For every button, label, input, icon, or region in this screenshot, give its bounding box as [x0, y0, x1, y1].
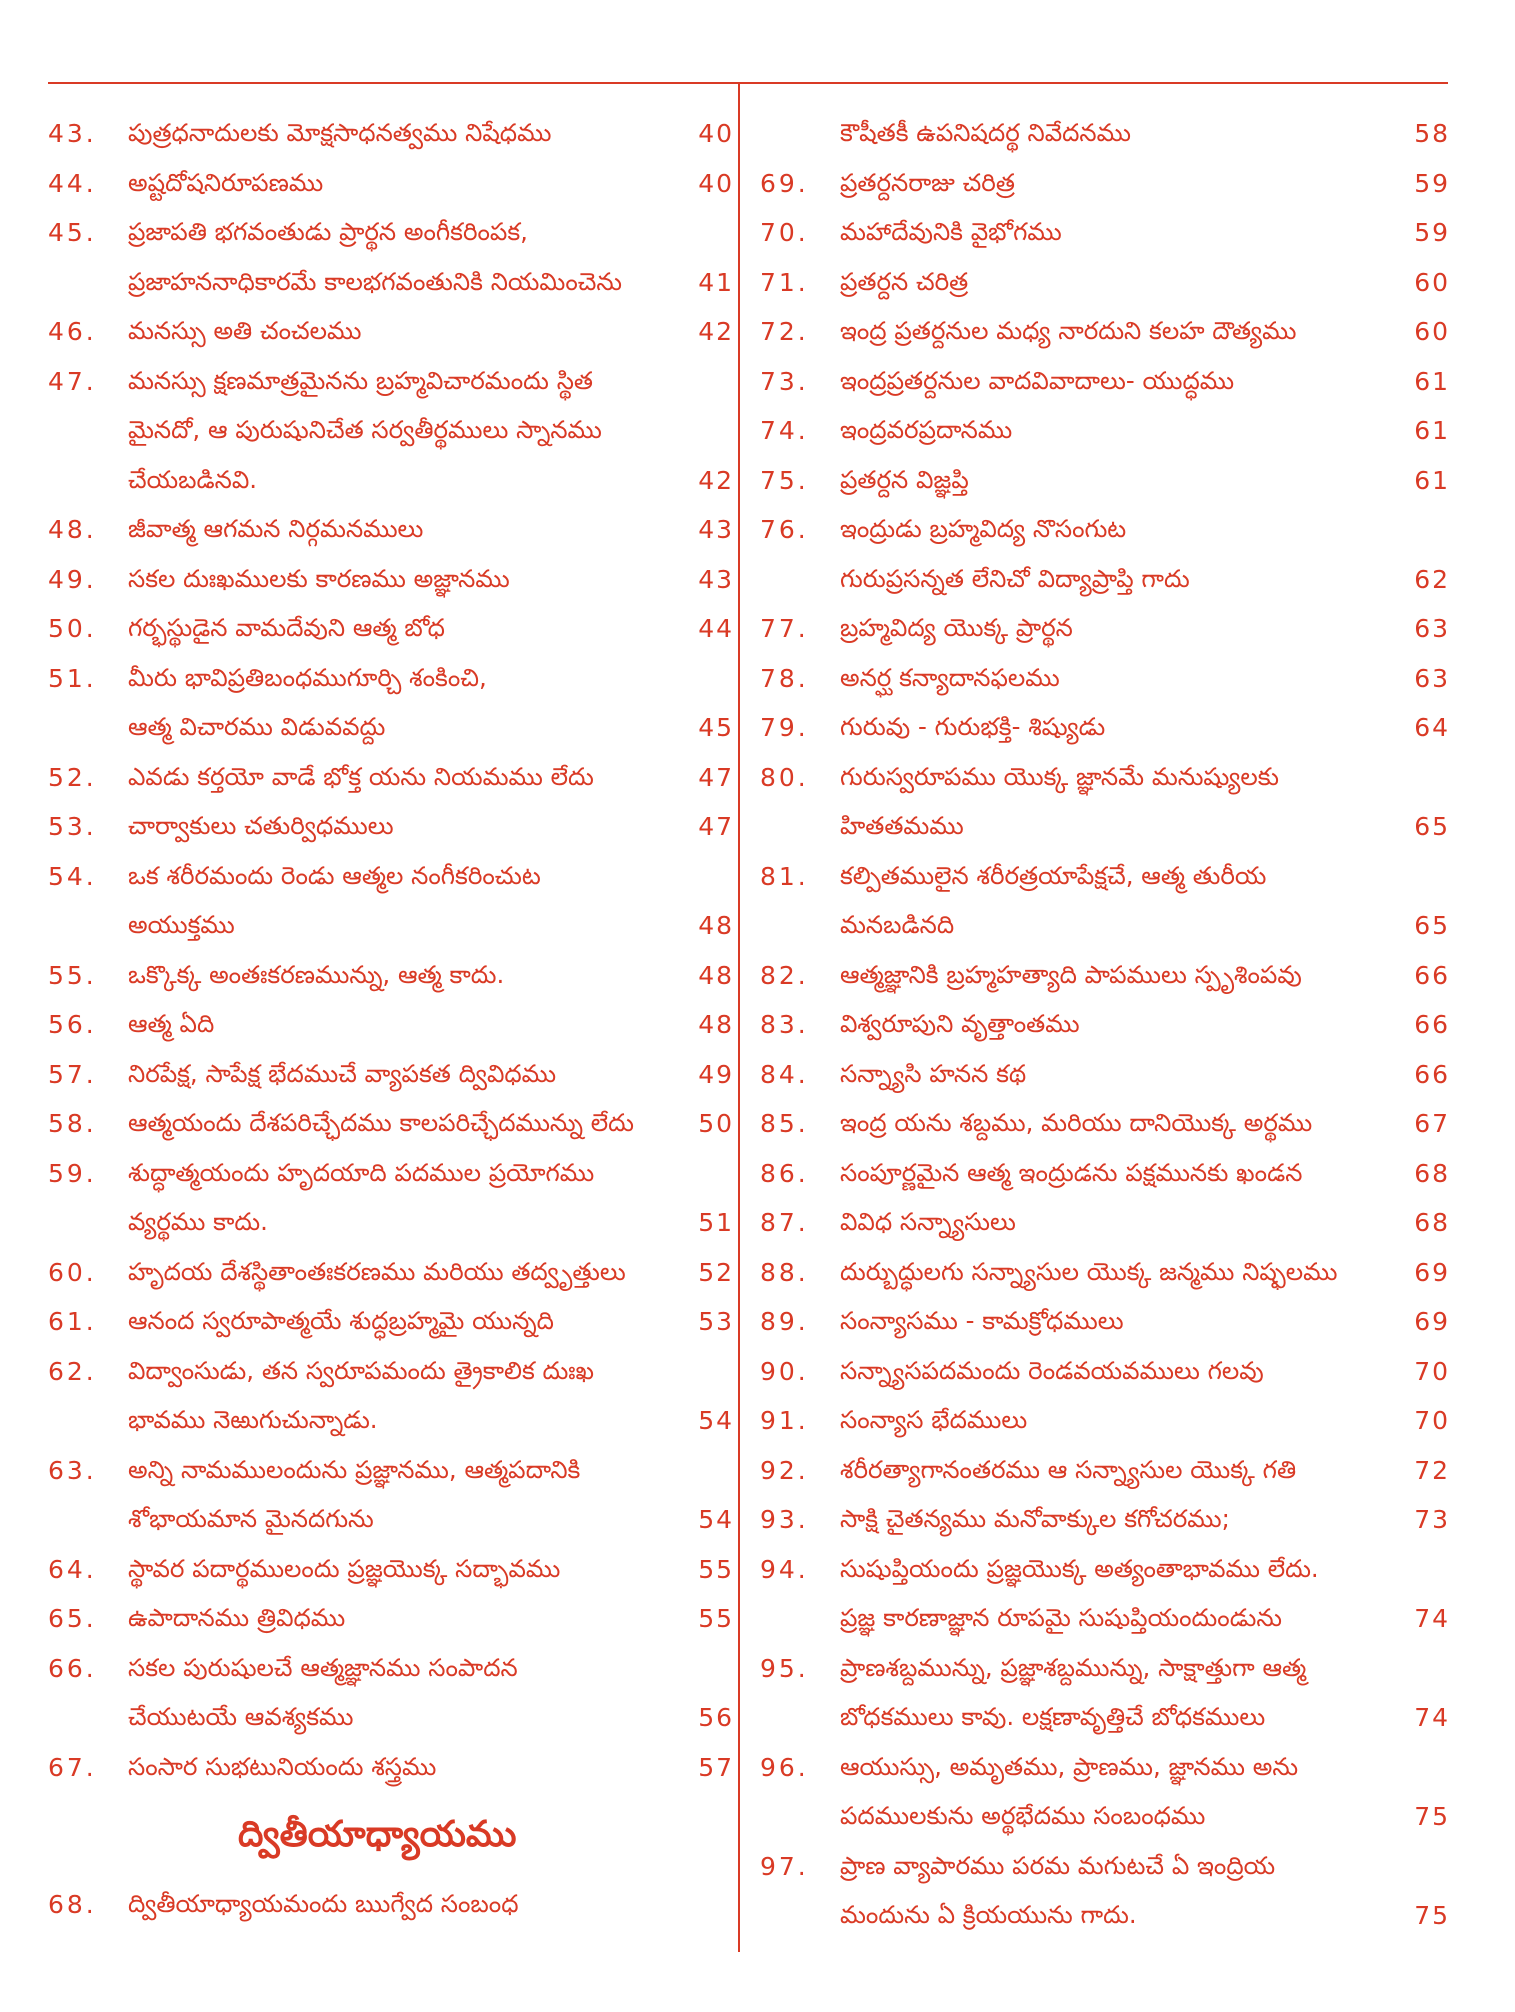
entry-page-number: 54 [698, 1505, 734, 1534]
entry-page-number: 40 [698, 119, 734, 148]
index-entry [48, 509, 738, 559]
index-entry [48, 1301, 738, 1351]
entry-number: 97. [760, 1851, 809, 1881]
index-entry [48, 460, 738, 510]
index-entry [760, 707, 1450, 757]
entry-title: ఒక శరీరమందు రెండు ఆత్మల నంగీకరించుట [128, 860, 541, 890]
index-entry [760, 1450, 1450, 1500]
entry-title: గర్భస్థుడైన వామదేవుని ఆత్మ బోధ [128, 613, 445, 642]
entry-title: ఇంద్ర ప్రతర్దనుల మధ్య నారదుని కలహ దౌత్యము [840, 316, 1297, 345]
entry-page-number: 60 [1414, 317, 1450, 346]
entry-title: ఇంద్రవరప్రదానము [840, 415, 1013, 444]
entry-title: పుత్రధనాదులకు మోక్షసాధనత్వము నిషేధము [128, 118, 552, 147]
entry-number: 60. [48, 1257, 97, 1287]
entry-title: బ్రహ్మవిద్య యొక్క ప్రార్థన [840, 613, 1073, 642]
entry-page-number: 66 [1414, 1059, 1450, 1089]
entry-number: 59. [48, 1158, 97, 1188]
entry-page-number: 70 [1414, 1356, 1450, 1386]
chapter-heading: ద్వితీయాధ్యాయము [238, 1814, 517, 1855]
entry-title: జీవాత్మ ఆగమన నిర్గమనములు [128, 514, 424, 543]
entry-number: 61. [48, 1307, 97, 1336]
entry-page-number: 61 [1414, 465, 1450, 495]
entry-number: 83. [760, 1010, 809, 1039]
index-entry [760, 1103, 1450, 1153]
entry-page-number: 68 [1414, 1208, 1450, 1237]
entry-page-number: 65 [1414, 911, 1450, 940]
entry-page-number: 43 [698, 515, 734, 544]
entry-title: మైనదో, ఆ పురుషునిచేత సర్వతీర్థములు స్నానము [128, 415, 602, 444]
index-entry [48, 1747, 738, 1797]
entry-number: 56. [48, 1010, 97, 1039]
index-entry [48, 806, 738, 856]
entry-title: ఒక్కొక్క అంతఃకరణమున్ను, ఆత్మ కాదు. [128, 959, 505, 989]
index-entry [48, 1153, 738, 1203]
index-entry [48, 1697, 738, 1747]
entry-number: 52. [48, 762, 97, 792]
entry-title: గురువు - గురుభక్తి- శిష్యుడు [840, 712, 1106, 741]
entry-page-number: 47 [698, 762, 734, 792]
entry-title: సన్న్యాసపదమందు రెండవయవములు గలవు [840, 1355, 1264, 1385]
entry-page-number: 47 [698, 812, 734, 841]
entry-page-number: 52 [698, 1257, 734, 1287]
entry-number: 89. [760, 1307, 809, 1336]
entry-page-number: 57 [698, 1752, 734, 1782]
entry-number: 53. [48, 812, 97, 841]
index-entry [48, 905, 738, 955]
index-entry [760, 1796, 1450, 1846]
index-entry [760, 1400, 1450, 1450]
entry-page-number: 74 [1414, 1604, 1450, 1633]
index-entry [760, 1846, 1450, 1896]
entry-page-number: 40 [698, 168, 734, 198]
entry-page-number: 41 [698, 267, 734, 297]
entry-page-number: 73 [1414, 1505, 1450, 1534]
chapter-heading-row [48, 1796, 738, 1884]
entry-page-number: 61 [1414, 366, 1450, 396]
entry-page-number: 58 [1414, 119, 1450, 148]
entry-number: 63. [48, 1455, 97, 1485]
index-entry [760, 212, 1450, 262]
entry-title: ప్రాణశబ్దమున్ను, ప్రజ్ఞాశబ్దమున్ను, సాక్షాత్తుగా ఆత్మ [840, 1652, 1307, 1682]
entry-number: 66. [48, 1653, 97, 1683]
entry-page-number: 75 [1414, 1802, 1450, 1831]
index-entry [48, 1648, 738, 1698]
entry-page-number: 64 [1414, 713, 1450, 742]
entry-title: హృదయ దేశస్థితాంతఃకరణము మరియు తద్వృత్తులు [128, 1256, 626, 1286]
entry-page-number: 72 [1414, 1455, 1450, 1485]
index-entry [760, 460, 1450, 510]
entry-title: దుర్బుద్ధులగు సన్న్యాసుల యొక్క జన్మము నిష్ఫలము [840, 1256, 1338, 1286]
entry-page-number: 45 [698, 713, 734, 742]
entry-title: విద్వాంసుడు, తన స్వరూపమందు త్రైకాలిక దుఃఖ [128, 1355, 595, 1385]
entry-page-number: 42 [698, 465, 734, 495]
index-entry [48, 1400, 738, 1450]
entry-title: అన్ని నామములందును ప్రజ్ఞానము, ఆత్మపదానికి [128, 1454, 581, 1484]
entry-number: 95. [760, 1653, 809, 1683]
index-entry [760, 1252, 1450, 1302]
entry-number: 44. [48, 168, 97, 198]
entry-title: అనర్ఘ కన్యాదానఫలము [840, 662, 1060, 692]
entry-page-number: 56 [698, 1703, 734, 1732]
index-entry [48, 311, 738, 361]
entry-number: 57. [48, 1059, 97, 1089]
entry-number: 90. [760, 1356, 809, 1386]
entry-title: శుద్ధాత్మయందు హృదయాది పదముల ప్రయోగము [128, 1157, 595, 1187]
entry-page-number: 54 [698, 1406, 734, 1435]
entry-number: 45. [48, 218, 97, 247]
index-entry [48, 163, 738, 213]
entry-page-number: 62 [1414, 564, 1450, 594]
index-entry [48, 1103, 738, 1153]
entry-title: హితతమము [840, 811, 964, 840]
entry-title: నిరపేక్ష, సాపేక్ష భేదముచే వ్యాపకత ద్వివిధము [128, 1058, 557, 1088]
entry-title: మనస్సు క్షణమాత్రమైనను బ్రహ్మవిచారమందు స్థిత [128, 365, 593, 395]
entry-page-number: 51 [698, 1208, 734, 1237]
entry-title: మహాదేవునికి వైభోగము [840, 217, 1062, 246]
entry-title: ఆత్మజ్ఞానికి బ్రహ్మహత్యాది పాపములు స్పృశింపవు [840, 959, 1302, 989]
index-entry [760, 361, 1450, 411]
entry-title: వ్యర్థము కాదు. [128, 1207, 268, 1236]
index-entry [760, 905, 1450, 955]
index-entry [760, 1004, 1450, 1054]
entry-page-number: 60 [1414, 267, 1450, 297]
entry-number: 76. [760, 515, 809, 544]
entry-number: 70. [760, 218, 809, 247]
entry-page-number: 55 [698, 1604, 734, 1633]
entry-title: ప్రజాపతి భగవంతుడు ప్రార్థన అంగీకరింపక, [128, 217, 528, 246]
entry-page-number: 67 [1414, 1109, 1450, 1138]
entry-number: 64. [48, 1554, 97, 1584]
entry-title: చార్వాకులు చతుర్విధములు [128, 811, 394, 840]
entry-number: 77. [760, 614, 809, 643]
index-entry [48, 1351, 738, 1401]
index-entry [760, 1202, 1450, 1252]
entry-title: ఇంద్రుడు బ్రహ్మవిద్య నొసంగుట [840, 514, 1127, 543]
entry-title: ప్రతర్దనరాజు చరిత్ర [840, 167, 1015, 197]
index-entry [48, 707, 738, 757]
top-rule [48, 82, 1448, 84]
right-column [760, 113, 1450, 1945]
entry-number: 67. [48, 1752, 97, 1782]
entry-page-number: 63 [1414, 614, 1450, 643]
entry-title: సుషుప్తియందు ప్రజ్ఞయొక్క అత్యంతాభావము లేదు. [840, 1553, 1319, 1583]
entry-title: ద్వితీయాధ్యాయమందు ఋగ్వేద సంబంధ [128, 1889, 519, 1918]
index-entry [48, 410, 738, 460]
entry-title: ప్రతర్దన చరిత్ర [840, 266, 969, 296]
entry-page-number: 69 [1414, 1257, 1450, 1287]
index-entry [760, 509, 1450, 559]
entry-number: 80. [760, 762, 809, 792]
entry-page-number: 50 [698, 1109, 734, 1138]
entry-page-number: 59 [1414, 218, 1450, 247]
entry-title: సంసార సుభటునియందు శస్త్రము [128, 1751, 437, 1781]
index-entry [760, 559, 1450, 609]
entry-page-number: 53 [698, 1307, 734, 1336]
index-entry [48, 658, 738, 708]
entry-title: సాక్షి చైతన్యము మనోవాక్కుల కగోచరము; [840, 1504, 1230, 1533]
entry-page-number: 48 [698, 911, 734, 940]
index-entry [48, 113, 738, 163]
entry-number: 92. [760, 1455, 809, 1485]
index-entry [760, 856, 1450, 906]
entry-page-number: 61 [1414, 416, 1450, 445]
entry-title: శోభాయమాన మైనదగును [128, 1504, 374, 1533]
entry-page-number: 66 [1414, 960, 1450, 990]
index-entry [760, 163, 1450, 213]
entry-number: 85. [760, 1109, 809, 1138]
index-entry [760, 1648, 1450, 1698]
entry-title: ఆత్మ ఏది [128, 1009, 215, 1038]
entry-title: అయుక్తము [128, 910, 235, 939]
index-entry [48, 757, 738, 807]
entry-number: 96. [760, 1752, 809, 1782]
entry-title: ప్రజాహననాధికారమే కాలభగవంతునికి నియమించెను [128, 266, 623, 296]
index-entry [760, 955, 1450, 1005]
index-entry [760, 1747, 1450, 1797]
index-entry [48, 955, 738, 1005]
entry-title: కౌషీతకీ ఉపనిషదర్థ నివేదనము [840, 118, 1132, 147]
entry-number: 82. [760, 960, 809, 990]
entry-number: 88. [760, 1257, 809, 1287]
entry-title: ఆత్మ విచారము విడువవద్దు [128, 712, 386, 741]
entry-page-number: 42 [698, 317, 734, 346]
index-entry [48, 1884, 738, 1934]
index-entry [48, 1004, 738, 1054]
entry-page-number: 44 [698, 614, 734, 643]
entry-number: 91. [760, 1406, 809, 1435]
index-entry [48, 608, 738, 658]
entry-title: ఆత్మయందు దేశపరిచ్ఛేదము కాలపరిచ్ఛేదమున్ను లేదు [128, 1108, 634, 1137]
entry-title: చేయబడినవి. [128, 464, 258, 494]
entry-number: 75. [760, 465, 809, 495]
entry-title: ప్రాణ వ్యాపారము పరమ మగుటచే ఏ ఇంద్రియ [840, 1850, 1276, 1880]
index-entry [760, 262, 1450, 312]
entry-title: విశ్వరూపుని వృత్తాంతము [840, 1009, 1080, 1038]
entry-page-number: 69 [1414, 1307, 1450, 1336]
entry-title: సంన్యాస భేదములు [840, 1405, 1028, 1434]
index-entry [48, 212, 738, 262]
entry-number: 74. [760, 416, 809, 445]
entry-page-number: 43 [698, 564, 734, 594]
entry-title: గురుప్రసన్నత లేనిచో విద్యాప్రాప్తి గాదు [840, 563, 1190, 593]
entry-title: సకల దుఃఖములకు కారణము అజ్ఞానము [128, 563, 510, 593]
entry-title: ఆయుస్సు, అమృతము, ప్రాణము, జ్ఞానము అను [840, 1751, 1299, 1781]
entry-page-number: 55 [698, 1554, 734, 1584]
column-divider [738, 82, 740, 1952]
entry-number: 62. [48, 1356, 97, 1386]
entry-title: సంపూర్ణమైన ఆత్మ ఇంద్రుడను పక్షమునకు ఖండన [840, 1157, 1303, 1187]
index-entry [760, 1895, 1450, 1945]
index-entry [48, 1499, 738, 1549]
entry-number: 58. [48, 1109, 97, 1138]
entry-title: ఆనంద స్వరూపాత్మయే శుద్ధబ్రహ్మమై యున్నది [128, 1306, 554, 1335]
entry-title: పదములకును అర్థభేదము సంబంధము [840, 1801, 1206, 1830]
entry-number: 94. [760, 1554, 809, 1584]
index-entry [48, 1450, 738, 1500]
entry-page-number: 70 [1414, 1406, 1450, 1435]
index-entry [760, 1153, 1450, 1203]
index-entry [48, 1202, 738, 1252]
entry-number: 55. [48, 960, 97, 990]
index-entry [760, 1697, 1450, 1747]
index-entry [760, 1351, 1450, 1401]
entry-title: ఇంద్రప్రతర్దనుల వాదవివాదాలు- యుద్ధము [840, 365, 1235, 395]
entry-page-number: 59 [1414, 168, 1450, 198]
index-entry [760, 1549, 1450, 1599]
entry-title: మందును ఏ క్రియయును గాదు. [840, 1900, 1137, 1929]
entry-number: 46. [48, 317, 97, 346]
entry-title: స్థావర పదార్థములందు ప్రజ్ఞయొక్క సద్భావము [128, 1553, 561, 1583]
index-entry [48, 1054, 738, 1104]
entry-number: 65. [48, 1604, 97, 1633]
entry-title: ప్రతర్దన విజ్ఞప్తి [840, 464, 969, 494]
entry-number: 68. [48, 1890, 97, 1919]
index-entry [48, 361, 738, 411]
index-entry [760, 757, 1450, 807]
entry-title: సన్న్యాసి హనన కథ [840, 1058, 1027, 1088]
entry-page-number: 75 [1414, 1901, 1450, 1930]
entry-title: ఉపాదానము త్రివిధము [128, 1603, 346, 1632]
index-entry [760, 410, 1450, 460]
index-entry [48, 1549, 738, 1599]
entry-title: సకల పురుషులచే ఆత్మజ్ఞానము సంపాదన [128, 1652, 518, 1682]
entry-page-number: 68 [1414, 1158, 1450, 1188]
entry-number: 69. [760, 168, 809, 198]
index-entry [760, 1054, 1450, 1104]
entry-number: 78. [760, 663, 809, 693]
entry-number: 48. [48, 515, 97, 544]
index-entry [48, 1598, 738, 1648]
index-entry [760, 658, 1450, 708]
index-entry [760, 806, 1450, 856]
entry-title: వివిధ సన్న్యాసులు [840, 1207, 1016, 1236]
entry-title: ప్రజ్ఞ కారణాజ్ఞాన రూపమై సుషుప్తియందుండును [840, 1603, 1282, 1632]
entry-number: 87. [760, 1208, 809, 1237]
entry-number: 49. [48, 564, 97, 594]
entry-title: బోధకములు కావు. లక్షణావృత్తిచే బోధకములు [840, 1702, 1266, 1731]
entry-page-number: 66 [1414, 1010, 1450, 1039]
entry-number: 72. [760, 317, 809, 346]
entry-number: 43. [48, 119, 97, 148]
entry-title: ఎవడు కర్తయో వాడే భోక్త యను నియమము లేదు [128, 761, 594, 791]
entry-number: 81. [760, 861, 809, 891]
entry-number: 79. [760, 713, 809, 742]
entry-title: శరీరత్యాగానంతరము ఆ సన్న్యాసుల యొక్క గతి [840, 1454, 1297, 1484]
entry-title: భావము నెఱుగుచున్నాడు. [128, 1405, 378, 1434]
index-entry [48, 559, 738, 609]
entry-number: 50. [48, 614, 97, 643]
index-entry [760, 608, 1450, 658]
left-column [48, 113, 738, 1934]
index-entry [760, 311, 1450, 361]
entry-title: కల్పితములైన శరీరత్రయాపేక్షచే, ఆత్మ తురీయ [840, 860, 1267, 890]
index-entry [760, 1301, 1450, 1351]
index-entry [760, 1598, 1450, 1648]
entry-number: 54. [48, 861, 97, 891]
index-entry [760, 1499, 1450, 1549]
entry-title: మీరు భావిప్రతిబంధముగూర్చి శంకించి, [128, 662, 487, 692]
index-entry [48, 262, 738, 312]
index-entry [760, 113, 1450, 163]
entry-page-number: 48 [698, 960, 734, 990]
entry-title: మనస్సు అతి చంచలము [128, 316, 362, 345]
entry-page-number: 49 [698, 1059, 734, 1089]
entry-number: 47. [48, 366, 97, 396]
index-entry [48, 1252, 738, 1302]
entry-title: మనబడినది [840, 910, 955, 939]
entry-page-number: 74 [1414, 1703, 1450, 1732]
entry-number: 71. [760, 267, 809, 297]
entry-number: 93. [760, 1505, 809, 1534]
entry-number: 86. [760, 1158, 809, 1188]
entry-page-number: 63 [1414, 663, 1450, 693]
entry-title: సంన్యాసము - కామక్రోధములు [840, 1306, 1124, 1335]
entry-number: 73. [760, 366, 809, 396]
entry-title: అష్టదోషనిరూపణము [128, 167, 324, 197]
entry-number: 84. [760, 1059, 809, 1089]
entry-title: గురుస్వరూపము యొక్క జ్ఞానమే మనుష్యులకు [840, 761, 1279, 791]
entry-title: ఇంద్ర యను శబ్దము, మరియు దానియొక్క అర్థము [840, 1108, 1313, 1137]
index-entry [48, 856, 738, 906]
entry-page-number: 65 [1414, 812, 1450, 841]
entry-page-number: 48 [698, 1010, 734, 1039]
entry-number: 51. [48, 663, 97, 693]
entry-title: చేయుటయే ఆవశ్యకము [128, 1702, 354, 1731]
